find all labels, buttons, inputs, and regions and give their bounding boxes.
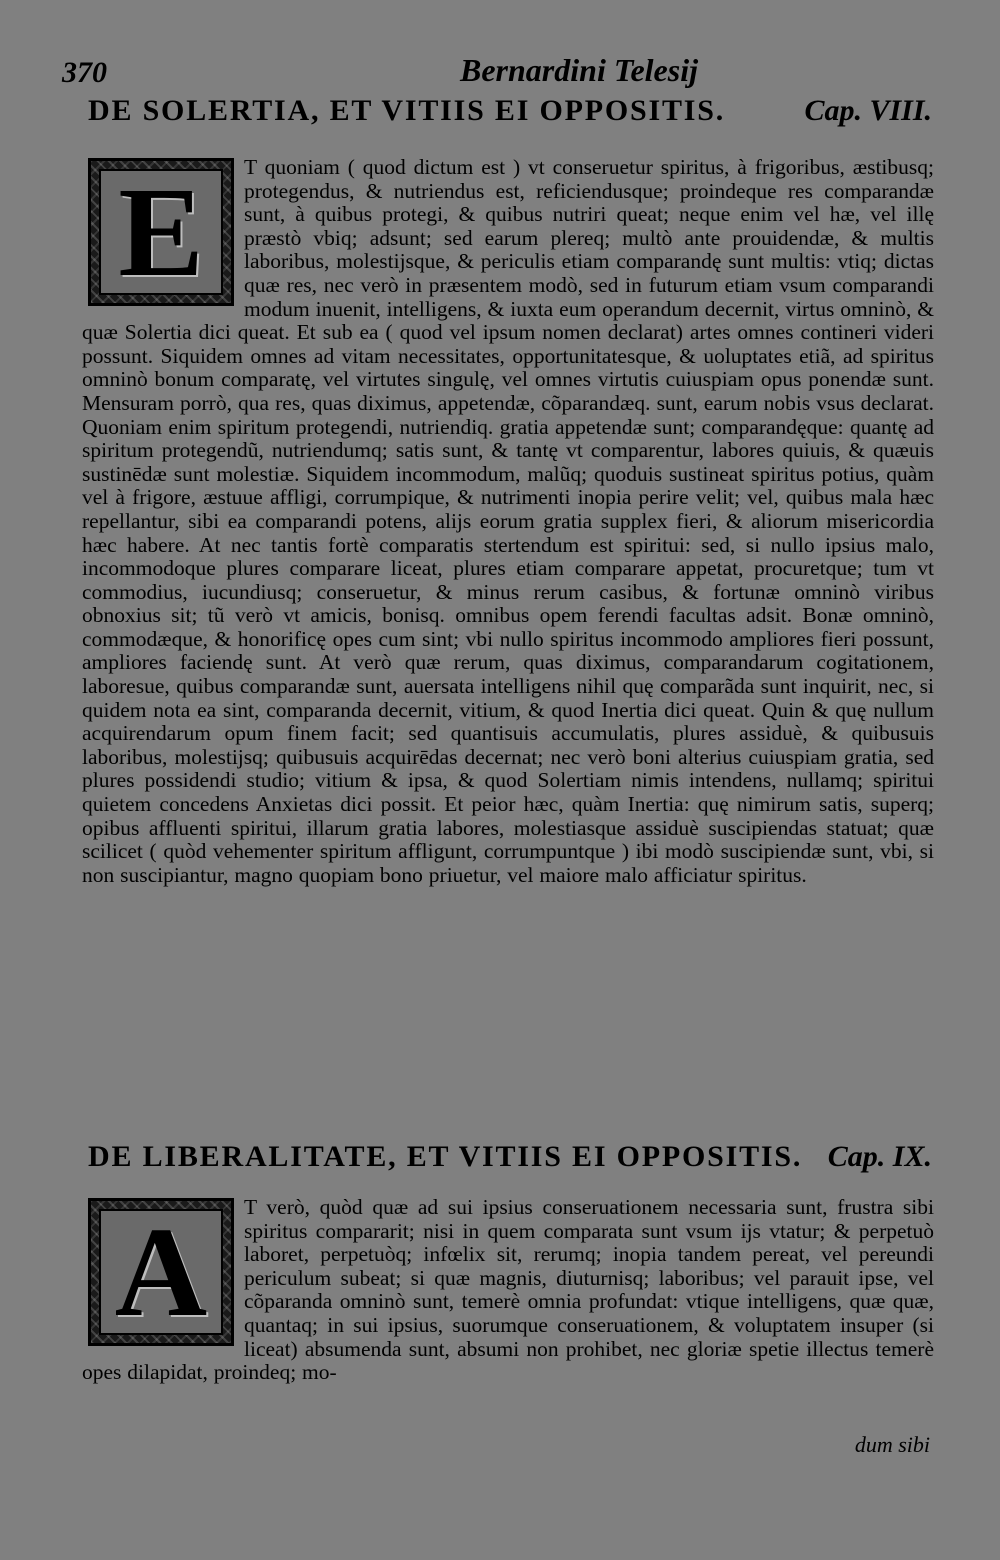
initial-letter: E — [118, 161, 204, 303]
chapter-8-body — [82, 156, 934, 887]
initial-letter: A — [114, 1201, 208, 1343]
chapter-8-number: Cap. VIII. — [804, 94, 932, 127]
chapter-9-number: Cap. IX. — [827, 1140, 932, 1173]
chapter-9-body — [82, 1196, 934, 1385]
page-number: 370 — [62, 56, 107, 89]
decorated-initial-e — [88, 158, 234, 306]
chapter-8-text: T quoniam ( quod dictum est ) vt conseruetur spiritus, à frigoribus, æstibusq; protegendus, & nutriendus est, reficiendusque; proindeque res comparandæ sunt, à quibus protegi, & quibus nutriri queat; neque enim vel hæ, vel illę præstò vbiq; adsunt; sed earum plereq; multò ante prouidendæ, & multis laboribus, molestijsque, & periculis etiam comparandę sunt multis: vtiq; dictas quæ res, nec verò in præsentem modò, sed in futurum etiam vsum comparandi modum inuenit, intelligens, & iuxta eum operandum decernit, virtus omninò, & quæ Solertia dici queat. Et sub ea ( quod vel ipsum nomen declarat) artes omnes contineri videri possunt. Siquidem omnes ad vitam necessitates, opportunitatesque, & uoluptates etiã, ad spiritus omninò bonum comparatę, vel virtutes singulę, vel omnes virtutis cuiuspiam opus ponendæ sunt. Mensuram porrò, qua res, quas diximus, appetendæ, cõparandæq. sunt, earum nobis vsus declarat. Quoniam enim spiritum protegendi, nutriendiq. gratia appetendæ sunt; comparandęque: quantę ad spiritum protegendũ, nutriendumq; satis sunt, & tantę vt comparentur, labores quiuis, & quæuis sustinēdæ sunt molestiæ. Siquidem incommodum, malũq; quoduis sustineat spiritus potius, quàm vel à frigore, æstuue affligi, corrumpique, & nutrimenti inopia perire velit; vel, quibus mala hæc repellantur, sibi ea comparandi potens, alijs eorum gratia supplex fieri, & aliorum misericordia hæc habere. At nec tantis fortè comparatis stertendum est spiritui: sed, si nullo ipsius malo, incommodoque plures comparare liceat, plures etiam comparare appetat, procuretque; tum vt commodius, iucundiusq; conseruetur, & minus rerum casibus, & fortunæ omninò viribus obnoxius sit; tũ verò vt amicis, bonisq. omnibus opem ferendi facultas adsit. Bonæ omninò, commodæque, & honorificę opes cum sint; vbi nullo spiritus incommodo ampliores fieri possunt, ampliores faciendę sunt. At verò quæ rerum, quas diximus, comparandarum cogitationem, laboresue, quibus comparandæ sunt, auersata intelligens nihil quę comparãda sunt inquirit, nec, si quidem nota ea sint, comparanda decernit, vitium, & quod Inertia dici queat. Quin & quę nullum acquirendarum opum finem facit; sed quantisuis accumulatis, plures assiduè, & quibusuis laboribus, molestijsq; quibusuis acquirēdas decernat; nec verò boni alterius cuiuspiam gratia, sed plures possidendi studio; vitium & ipsa, & quod Solertiam nimis intendens, nullamq; spiritui quietem concedens Anxietas dici possit. Et peior hæc, quàm Inertia: quę nimirum satis, superq; opibus affluenti spiritui, illarum gratia labores, molestiasque assiduè suscipiendas statuat; quæ scilicet ( quòd vehementer spiritum affligunt, corrumpuntque ) ibi modò suscipiendæ sunt, vbi, si non suscipiantur, magno quopiam bono priuetur, vel maiore malo afficiatur spiritus. — [82, 155, 934, 887]
running-head-author: Bernardini Telesij — [460, 52, 698, 88]
chapter-9-title: DE LIBERALITATE, ET VITIIS EI OPPOSITIS. — [88, 1140, 803, 1173]
decorated-initial-a — [88, 1198, 234, 1346]
catchword: dum sibi — [854, 1432, 930, 1457]
chapter-9-text: T verò, quòd quæ ad sui ipsius conseruationem necessaria sunt, frustra sibi spiritus compararit; nisi in quem comparata sunt vsum ijs vtatur; & perpetuò laboret, perpetuòq; infœlix sit, rerumq; inopia tandem pereat, vel pereundi periculum subeat; si quæ magnis, diuturnisq; laboribus; vel parauit ipse, vel cõparanda omninò sunt, temerè omnia profundat: vtique intelligens, quæ quæ, quantaq; in sui ipsius, suorumque conseruationem, & voluptatem insuper (si liceat) absumenda sunt, absumi non prohibet, nec gloriæ spetie illectus temerè opes dilapidat, proindeq; mo- — [82, 1195, 934, 1385]
running-head — [60, 52, 940, 92]
chapter-9-heading — [88, 1140, 932, 1184]
chapter-8-heading — [88, 94, 932, 138]
chapter-8-title: DE SOLERTIA, ET VITIIS EI OPPOSITIS. — [88, 94, 726, 127]
